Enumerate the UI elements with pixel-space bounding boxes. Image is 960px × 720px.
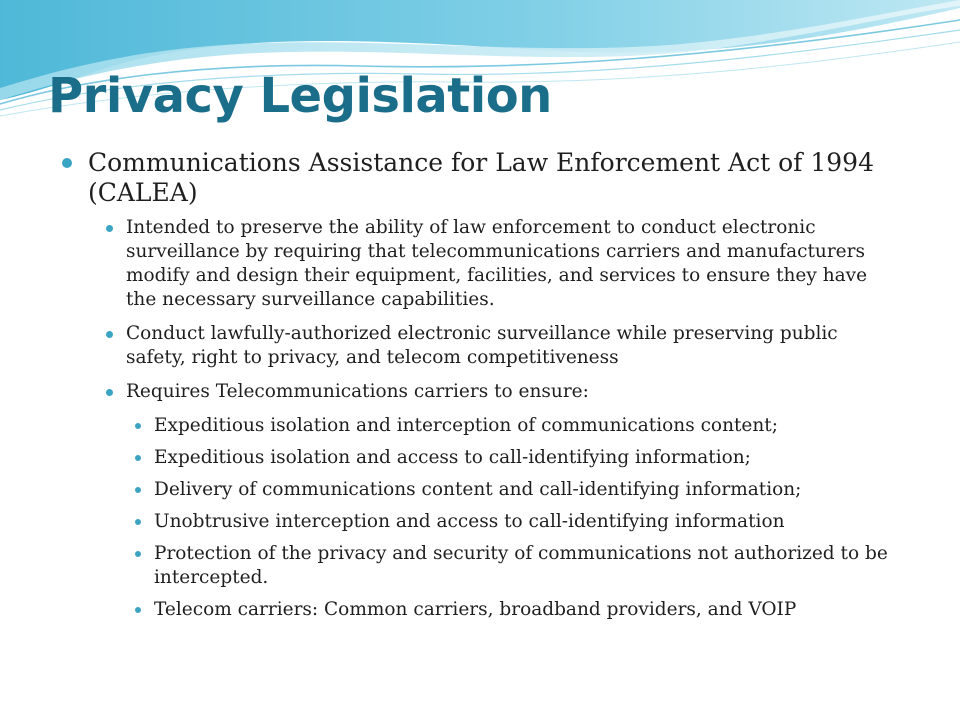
bullet-text: Requires Telecommunications carriers to ensure: [126,381,589,402]
bullet-dot-icon [106,331,113,338]
bullet-dot-icon [135,423,141,429]
sub-sub-bullet [60,478,900,502]
sub-sub-bullet [60,598,900,622]
bullet-calea [60,148,900,208]
sub-sub-bullet [60,446,900,470]
sub-bullet-requires [60,380,900,404]
bullet-text: Protection of the privacy and security of communications not authorized to be intercepted. [154,543,888,588]
sub-sub-bullet [60,510,900,534]
bullet-text: Telecom carriers: Common carriers, broadband providers, and VOIP [154,599,797,620]
bullet-list [60,148,900,630]
slide-title: Privacy Legislation [48,68,552,124]
bullet-dot-icon [62,158,72,168]
bullet-text: Communications Assistance for Law Enforcement Act of 1994 (CALEA) [88,148,874,207]
sub-sub-bullet [60,414,900,438]
bullet-dot-icon [106,225,113,232]
sub-bullet-conduct [60,322,900,370]
bullet-text: Expeditious isolation and access to call-identifying information; [154,447,751,468]
bullet-text: Unobtrusive interception and access to call-identifying information [154,511,785,532]
bullet-dot-icon [135,487,141,493]
bullet-text: Intended to preserve the ability of law enforcement to conduct electronic surveillance by requiring that telecommunications carriers and manufacturers modify and design their equipment, facilities, and services to ensure they have the necessary surveillance capabilities. [126,217,868,310]
bullet-dot-icon [135,607,141,613]
bullet-text: Expeditious isolation and interception of communications content; [154,415,778,436]
bullet-text: Conduct lawfully-authorized electronic surveillance while preserving public safety, right to privacy, and telecom competitiveness [126,323,838,368]
bullet-dot-icon [135,551,141,557]
sub-bullet-intended [60,216,900,312]
bullet-text: Delivery of communications content and call-identifying information; [154,479,802,500]
bullet-dot-icon [135,455,141,461]
sub-sub-bullet [60,542,900,590]
bullet-dot-icon [135,519,141,525]
bullet-dot-icon [106,389,113,396]
